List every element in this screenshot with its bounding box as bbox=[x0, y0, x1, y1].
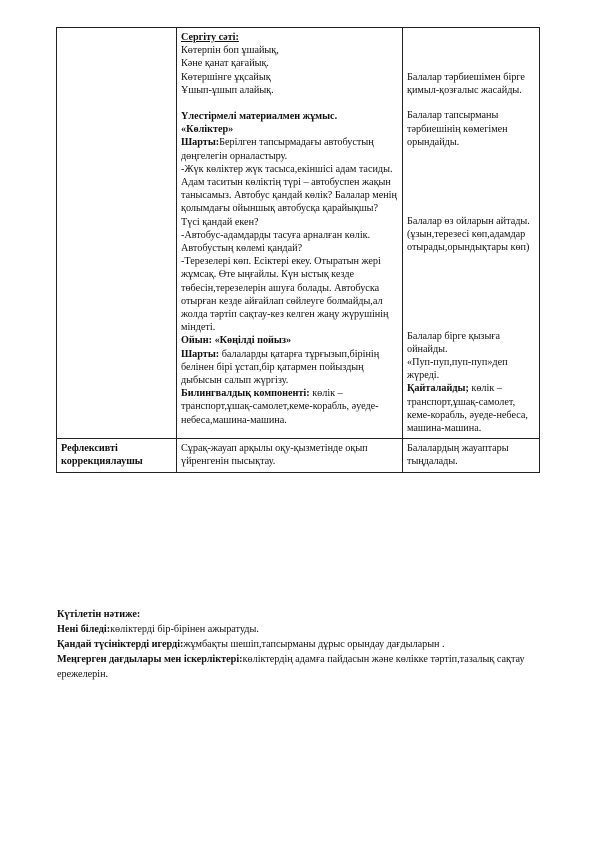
condition-label: Шарты: bbox=[181, 137, 220, 149]
skills-label: Қандай түсініктерді игерді: bbox=[57, 639, 184, 650]
work-title: Үлестірмелі материалмен жұмыс. bbox=[181, 111, 338, 123]
opinion-response: Балалар өз ойларын айтады. (ұзын,терезесі көп,адамдар отырады,орындықтары көп) bbox=[407, 216, 530, 254]
reflection-label: Рефлексивті коррекциялаушы bbox=[57, 439, 177, 472]
game-response: Балалар бірге қызыға ойнайды. bbox=[407, 330, 500, 355]
game-condition-paragraph bbox=[181, 348, 398, 388]
dialog-line: -Терезелері көп. Есіктері екеу. Отыратын жері жұмсақ. Өте ыңғайлы. Күн ыстық кезде төбесін,терезелерін ашуға болады. Автобуска отырған кезде айғайлап сөйлеуге болмайды,ал жолда тәртіп сақтау-кез келген жаңу жүрушінің міндеті. bbox=[181, 256, 389, 334]
mastered-line bbox=[57, 652, 547, 682]
song-line: Ұшып-ұшып алайық. bbox=[181, 84, 274, 96]
game-label: Ойын: bbox=[181, 335, 213, 347]
results-title: Күтілетін нәтиже: bbox=[57, 609, 141, 620]
expected-results bbox=[57, 607, 547, 682]
bilingual-label: Билингвалдық компонентi: bbox=[181, 388, 310, 400]
lesson-table bbox=[56, 27, 540, 473]
song-response: Балалар тәрбиешімен бірге қимыл-қозғалыс жасайды. bbox=[407, 72, 525, 97]
mastered-text: көліктердің адамға пайдасын және көлікке тәртіп,тазалық сақтау ережелерін. bbox=[57, 654, 525, 680]
condition-paragraph bbox=[181, 136, 398, 162]
activity-cell bbox=[177, 28, 403, 439]
dialog-line: Түсі қандай екен? bbox=[181, 216, 259, 228]
skills-text: жұмбақты шешіп,тапсырманы дұрыс орындау дағдыларын . bbox=[183, 639, 445, 650]
table-row bbox=[57, 28, 540, 439]
skills-line bbox=[57, 637, 547, 652]
reflection-activity: Сұрақ-жауап арқылы оқу-қызметінде оқып үйренгенін пысықтау. bbox=[177, 439, 403, 472]
response-cell bbox=[403, 28, 540, 439]
know-text: көліктерді бір-бірінен ажыратуды. bbox=[110, 624, 259, 635]
song-title: Сергіту сәті: bbox=[181, 32, 239, 43]
work-name: «Көліктер» bbox=[181, 124, 234, 136]
repeat-paragraph bbox=[407, 382, 535, 435]
song-line: Кәне қанат қағайық. bbox=[181, 58, 269, 70]
dialog-line: -Жүк көліктер жүк тасыса,екіншісі адам тасиды. Адам таситын көліктің түрі – автобуспен жақын танысамыз. Автобус қандай көлік? Балалар менің қолымдағы ойыншық автобусқа қарайықшы? bbox=[181, 163, 397, 215]
repeat-label: Қайталайды; bbox=[407, 383, 469, 395]
task-response: Балалар тапсырманы тәрбиешінің көмегімен орындайды. bbox=[407, 110, 508, 148]
bilingual-text: көлік – транспорт,ұшақ-самолет,кеме-корабль, әуеде-небеса,машина-машина. bbox=[181, 388, 379, 426]
dialog-line: -Автобус-адамдарды тасуға арналған көлік. bbox=[181, 229, 371, 241]
game-condition-text: балаларды қатарға тұрғызып,бірінің белінен бірі ұстап,бір қатармен пойыздың дыбысын салып жүргізу. bbox=[181, 348, 380, 387]
song-line: Көтерпін боп ұшайық, bbox=[181, 45, 279, 57]
bilingual-paragraph bbox=[181, 387, 398, 427]
game-condition-label: Шарты: bbox=[181, 348, 220, 360]
game-paragraph bbox=[181, 334, 398, 347]
table-row bbox=[57, 439, 540, 472]
dialog-line: Автобустың көлемі қандай? bbox=[181, 243, 303, 255]
sound-response: «Пуп-пуп,пуп-пуп»деп жүреді. bbox=[407, 357, 508, 382]
know-line bbox=[57, 622, 547, 637]
know-label: Нені біледі: bbox=[57, 624, 111, 635]
song-line: Көтершінге ұқсайық bbox=[181, 71, 271, 83]
condition-text: Берілген тапсырмадағы автобустың дөңгелегін орналастыру. bbox=[181, 137, 374, 162]
repeat-text: көлік – транспорт,ұшақ-самолет, кеме-корабль, әуеде-небеса, машина-машина. bbox=[407, 383, 528, 435]
reflection-response: Балалардың жауаптары тыңдалады. bbox=[403, 439, 540, 472]
game-name: «Көңілді пойыз» bbox=[214, 335, 292, 347]
stage-cell bbox=[57, 28, 177, 439]
mastered-label: Меңгерген дағдылары мен іскерліктері: bbox=[57, 654, 243, 665]
